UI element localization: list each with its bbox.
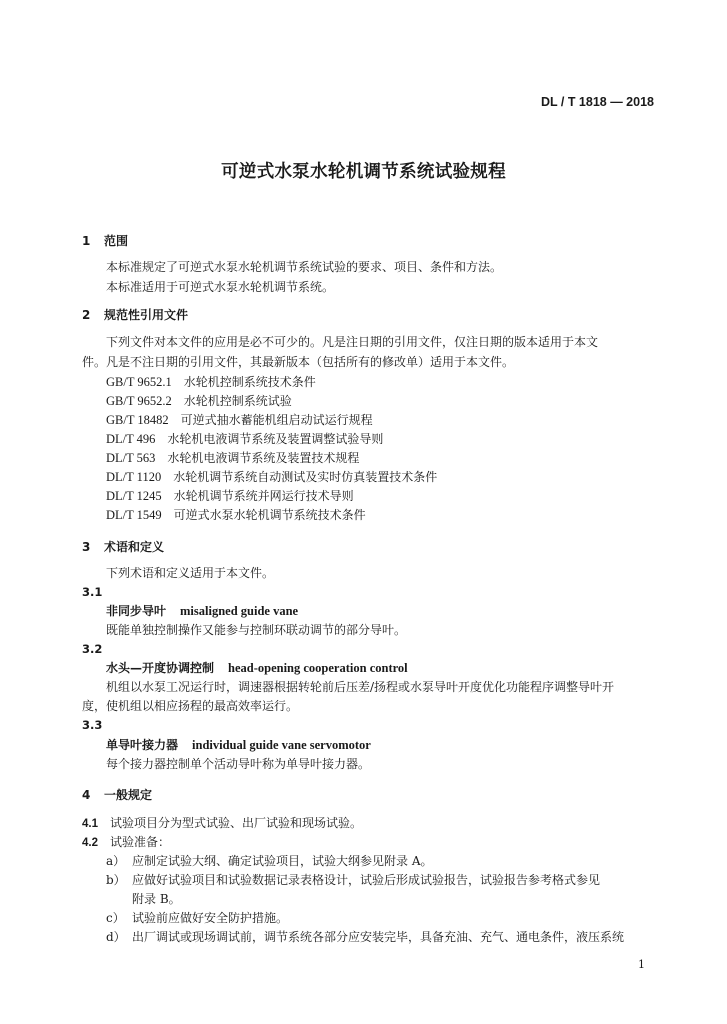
list-text-continuation: 附录 B。 — [132, 892, 181, 906]
reference-item — [106, 506, 366, 523]
term-cn: 水头—开度协调控制 — [106, 661, 215, 675]
list-text: 应做好试验项目和试验数据记录表格设计，试验后形成试验报告，试验报告参考格式参见 — [132, 873, 601, 887]
section-title: 一般规定 — [104, 788, 153, 802]
section-title: 规范性引用文件 — [104, 308, 189, 322]
term-heading — [106, 736, 371, 753]
reference-title: 可逆式抽水蓄能机组启动试运行规程 — [180, 413, 373, 427]
list-item — [106, 928, 624, 945]
reference-title: 可逆式水泵水轮机调节系统技术条件 — [173, 508, 366, 522]
clause-number: 4.2 — [82, 837, 98, 849]
reference-title: 水轮机调节系统并网运行技术导则 — [173, 489, 354, 503]
term-definition: 度，使机组以相应扬程的最高效率运行。 — [82, 699, 299, 713]
clause-4-1 — [82, 814, 362, 831]
list-marker: d） — [106, 930, 126, 944]
section-4-heading — [82, 786, 152, 803]
list-item — [106, 871, 600, 888]
reference-code: DL/T 496 — [106, 432, 156, 446]
reference-title: 水轮机控制系统试验 — [183, 394, 292, 408]
list-text: 出厂调试或现场调试前，调节系统各部分应安装完毕，具备充油、充气、通电条件，液压系统 — [132, 930, 625, 944]
reference-title: 水轮机控制系统技术条件 — [183, 375, 316, 389]
term-definition: 每个接力器控制单个活动导叶称为单导叶接力器。 — [106, 757, 371, 771]
term-en: head-opening cooperation control — [228, 661, 408, 675]
reference-title: 水轮机电液调节系统及装置调整试验导则 — [167, 432, 384, 446]
term-cn: 非同步导叶 — [106, 604, 167, 618]
reference-code: DL/T 1549 — [106, 508, 162, 522]
clause-4-2 — [82, 833, 170, 850]
term-definition: 机组以水泵工况运行时，调速器根据转轮前后压差/扬程或水泵导叶开度优化功能程序调整导叶开 — [106, 680, 615, 694]
reference-item — [106, 411, 373, 428]
list-text: 应制定试验大纲、确定试验项目，试验大纲参见附录 A。 — [132, 854, 433, 868]
reference-item — [106, 392, 292, 409]
standard-code: DL / T 1818 — 2018 — [540, 95, 654, 109]
paragraph: 本标准适用于可逆式水泵水轮机调节系统。 — [106, 280, 335, 294]
reference-item — [106, 487, 354, 504]
list-marker: a） — [106, 854, 126, 868]
clause-number: 3.2 — [82, 642, 103, 656]
section-number: 4 — [82, 788, 91, 802]
paragraph: 本标准规定了可逆式水泵水轮机调节系统试验的要求、项目、条件和方法。 — [106, 260, 503, 274]
reference-code: GB/T 18482 — [106, 413, 169, 427]
reference-code: DL/T 1120 — [106, 470, 162, 484]
section-number: 2 — [82, 308, 91, 322]
section-3-heading — [82, 538, 164, 555]
paragraph: 下列文件对本文件的应用是必不可少的。凡是注日期的引用文件，仅注日期的版本适用于本文 — [106, 335, 599, 349]
reference-item — [106, 373, 316, 390]
reference-code: DL/T 563 — [106, 451, 156, 465]
reference-item — [106, 430, 383, 447]
section-number: 1 — [82, 234, 91, 248]
paragraph: 下列术语和定义适用于本文件。 — [106, 566, 275, 580]
clause-number: 4.1 — [82, 818, 98, 830]
reference-item — [106, 468, 437, 485]
term-heading — [106, 602, 298, 619]
term-en: misaligned guide vane — [180, 604, 299, 618]
reference-item — [106, 449, 359, 466]
reference-code: GB/T 9652.2 — [106, 394, 172, 408]
term-heading — [106, 659, 408, 676]
term-definition: 既能单独控制操作又能参与控制环联动调节的部分导叶。 — [106, 623, 407, 637]
section-title: 术语和定义 — [104, 540, 165, 554]
section-2-heading — [82, 306, 188, 323]
list-text: 试验前应做好安全防护措施。 — [132, 911, 289, 925]
reference-code: GB/T 9652.1 — [106, 375, 172, 389]
reference-code: DL/T 1245 — [106, 489, 162, 503]
reference-title: 水轮机电液调节系统及装置技术规程 — [167, 451, 360, 465]
page-title: 可逆式水泵水轮机调节系统试验规程 — [221, 162, 506, 182]
section-1-heading — [82, 232, 128, 249]
clause-text: 试验准备： — [110, 835, 171, 849]
section-title: 范围 — [104, 234, 129, 248]
page-number: 1 — [638, 958, 645, 971]
clause-number: 3.3 — [82, 718, 103, 732]
clause-number: 3.1 — [82, 585, 103, 599]
section-number: 3 — [82, 540, 91, 554]
list-item — [106, 852, 432, 869]
reference-title: 水轮机调节系统自动测试及实时仿真装置技术条件 — [173, 470, 438, 484]
clause-text: 试验项目分为型式试验、出厂试验和现场试验。 — [110, 816, 363, 830]
term-en: individual guide vane servomotor — [192, 738, 371, 752]
list-marker: c） — [106, 911, 125, 925]
list-item — [106, 909, 288, 926]
paragraph: 件。凡是不注日期的引用文件，其最新版本（包括所有的修改单）适用于本文件。 — [82, 355, 515, 369]
list-marker: b） — [106, 873, 126, 887]
term-cn: 单导叶接力器 — [106, 738, 179, 752]
